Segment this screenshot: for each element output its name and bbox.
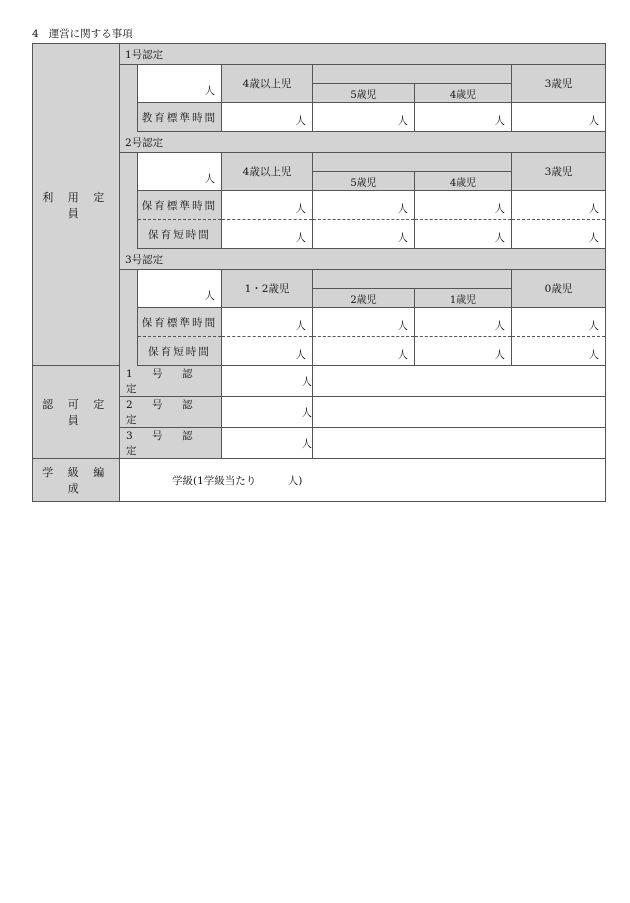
group1-span-label: 4歳以上児	[222, 65, 313, 103]
approved-row-2-label: 2 号 認定	[120, 397, 222, 428]
capacity-section-label: 利 用 定 員	[33, 44, 120, 366]
group2-right-label: 3歳児	[512, 153, 606, 191]
capacity-cell[interactable]: 人	[415, 337, 512, 366]
capacity-cell[interactable]: 人	[313, 103, 415, 132]
capacity-cell[interactable]: 人	[415, 220, 512, 249]
capacity-cell[interactable]: 人	[415, 308, 512, 337]
capacity-cell[interactable]: 人	[512, 220, 606, 249]
capacity-cell[interactable]: 人	[415, 191, 512, 220]
section-heading	[32, 26, 133, 41]
capacity-cell[interactable]: 人	[222, 220, 313, 249]
approved-row-3-label: 3 号 認定	[120, 428, 222, 459]
class-composition-text[interactable]: 学級(1学級当たり 人)	[120, 459, 606, 502]
group3-right-label: 0歳児	[512, 270, 606, 308]
unit-label: 人	[204, 85, 215, 97]
group1-unit-box	[138, 65, 222, 103]
capacity-cell[interactable]: 人	[512, 337, 606, 366]
class-section-label: 学 級 編 成	[33, 459, 120, 502]
group2-age-b: 4歳児	[415, 172, 512, 191]
capacity-cell[interactable]: 人	[512, 308, 606, 337]
group2-row-label-standard: 保育標準時間	[138, 191, 222, 220]
group2-caption: 2号認定	[120, 132, 606, 153]
capacity-cell[interactable]: 人	[512, 103, 606, 132]
capacity-cell[interactable]: 人	[222, 308, 313, 337]
capacity-cell[interactable]: 人	[313, 337, 415, 366]
capacity-cell[interactable]: 人	[222, 191, 313, 220]
group3-age-a: 2歳児	[313, 289, 415, 308]
group1-age-b: 4歳児	[415, 84, 512, 103]
capacity-cell[interactable]: 人	[222, 337, 313, 366]
approved-row-1-label: 1 号 認定	[120, 366, 222, 397]
operations-table	[32, 43, 606, 502]
approved-section-label: 認 可 定 員	[33, 366, 120, 459]
group1-caption: 1号認定	[120, 44, 606, 65]
capacity-cell[interactable]: 人	[415, 103, 512, 132]
group3-row-label-short: 保育短時間	[138, 337, 222, 366]
capacity-cell[interactable]: 人	[313, 308, 415, 337]
capacity-cell[interactable]: 人	[313, 220, 415, 249]
group1-right-label: 3歳児	[512, 65, 606, 103]
group3-unit-box: 人	[138, 270, 222, 308]
approved-cell-2[interactable]: 人	[222, 397, 313, 428]
capacity-cell[interactable]: 人	[222, 103, 313, 132]
capacity-cell[interactable]: 人	[512, 191, 606, 220]
group2-row-label-short: 保育短時間	[138, 220, 222, 249]
group3-span-label: 1・2歳児	[222, 270, 313, 308]
group3-caption: 3号認定	[120, 249, 606, 270]
group2-span-label: 4歳以上児	[222, 153, 313, 191]
approved-cell-1[interactable]: 人	[222, 366, 313, 397]
group3-age-b: 1歳児	[415, 289, 512, 308]
section-number: 4	[32, 28, 39, 40]
capacity-cell[interactable]: 人	[313, 191, 415, 220]
group2-unit-box: 人	[138, 153, 222, 191]
group3-row-label-standard: 保育標準時間	[138, 308, 222, 337]
group1-age-a: 5歳児	[313, 84, 415, 103]
group1-row-label: 教育標準時間	[138, 103, 222, 132]
section-title: 運営に関する事項	[48, 28, 133, 40]
group2-age-a: 5歳児	[313, 172, 415, 191]
approved-cell-3[interactable]: 人	[222, 428, 313, 459]
